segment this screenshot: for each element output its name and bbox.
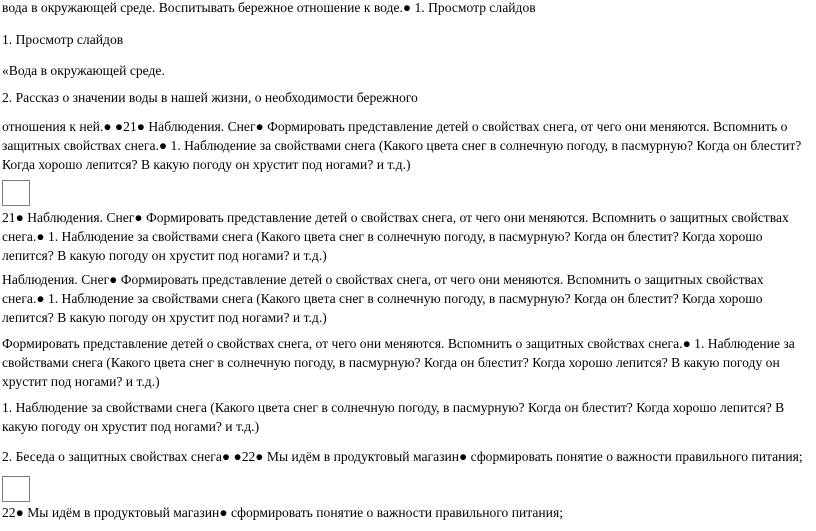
paragraph-8: Формировать представление детей о свойствах снега, от чего они меняются. Вспомнить о защитных свойствах снега.● 1. Наблюдение за свойствами снега (Какого цвета снег в солнечную погоду, в пасмурную? Когда он блестит? Когда хорошо лепится? В какую погоду он хрустит под ногами? и т.д.): [2, 336, 795, 389]
image-placeholder-box: [2, 180, 30, 206]
paragraph-10: 2. Беседа о защитных свойствах снега● ●22● Мы идём в продуктовый магазин● сформировать понятие о важности правильного питания;: [2, 449, 803, 464]
paragraph-4: 2. Рассказ о значении воды в нашей жизни, о необходимости бережного: [2, 90, 418, 105]
image-placeholder-box: [2, 476, 30, 502]
paragraph-11: 22● Мы идём в продуктовый магазин● сформировать понятие о важности правильного питания;: [2, 505, 563, 520]
paragraph-2: 1. Просмотр слайдов: [2, 32, 124, 47]
paragraph-5: отношения к ней.● ●21● Наблюдения. Снег● Формировать представление детей о свойствах снега, от чего они меняются. Вспомнить о защитных свойствах снега.● 1. Наблюдение за свойствами снега (Какого цвета снег в солнечную погоду, в пасмурную? Когда он блестит? Когда хорошо лепится? В какую погоду он хрустит под ногами? и т.д.): [2, 119, 802, 172]
paragraph-3: «Вода в окружающей среде.: [2, 63, 165, 78]
paragraph-9: 1. Наблюдение за свойствами снега (Какого цвета снег в солнечную погоду, в пасмурную? Когда он блестит? Когда хорошо лепится? В какую погоду он хрустит под ногами? и т.д.): [2, 400, 785, 434]
paragraph-7: Наблюдения. Снег● Формировать представление детей о свойствах снега, от чего они меняются. Вспомнить о защитных свойствах снега.● 1. Наблюдение за свойствами снега (Какого цвета снег в солнечную погоду, в пасмурную? Когда он блестит? Когда хорошо лепится? В какую погоду он хрустит под ногами? и т.д.): [2, 272, 764, 325]
paragraph-6: 21● Наблюдения. Снег● Формировать представление детей о свойствах снега, от чего они меняются. Вспомнить о защитных свойствах снега.● 1. Наблюдение за свойствами снега (Какого цвета снег в солнечную погоду, в пасмурную? Когда он блестит? Когда хорошо лепится? В какую погоду он хрустит под ногами? и т.д.): [2, 210, 789, 263]
paragraph-1: вода в окружающей среде. Воспитывать бережное отношение к воде.● 1. Просмотр слайдов: [2, 0, 536, 15]
